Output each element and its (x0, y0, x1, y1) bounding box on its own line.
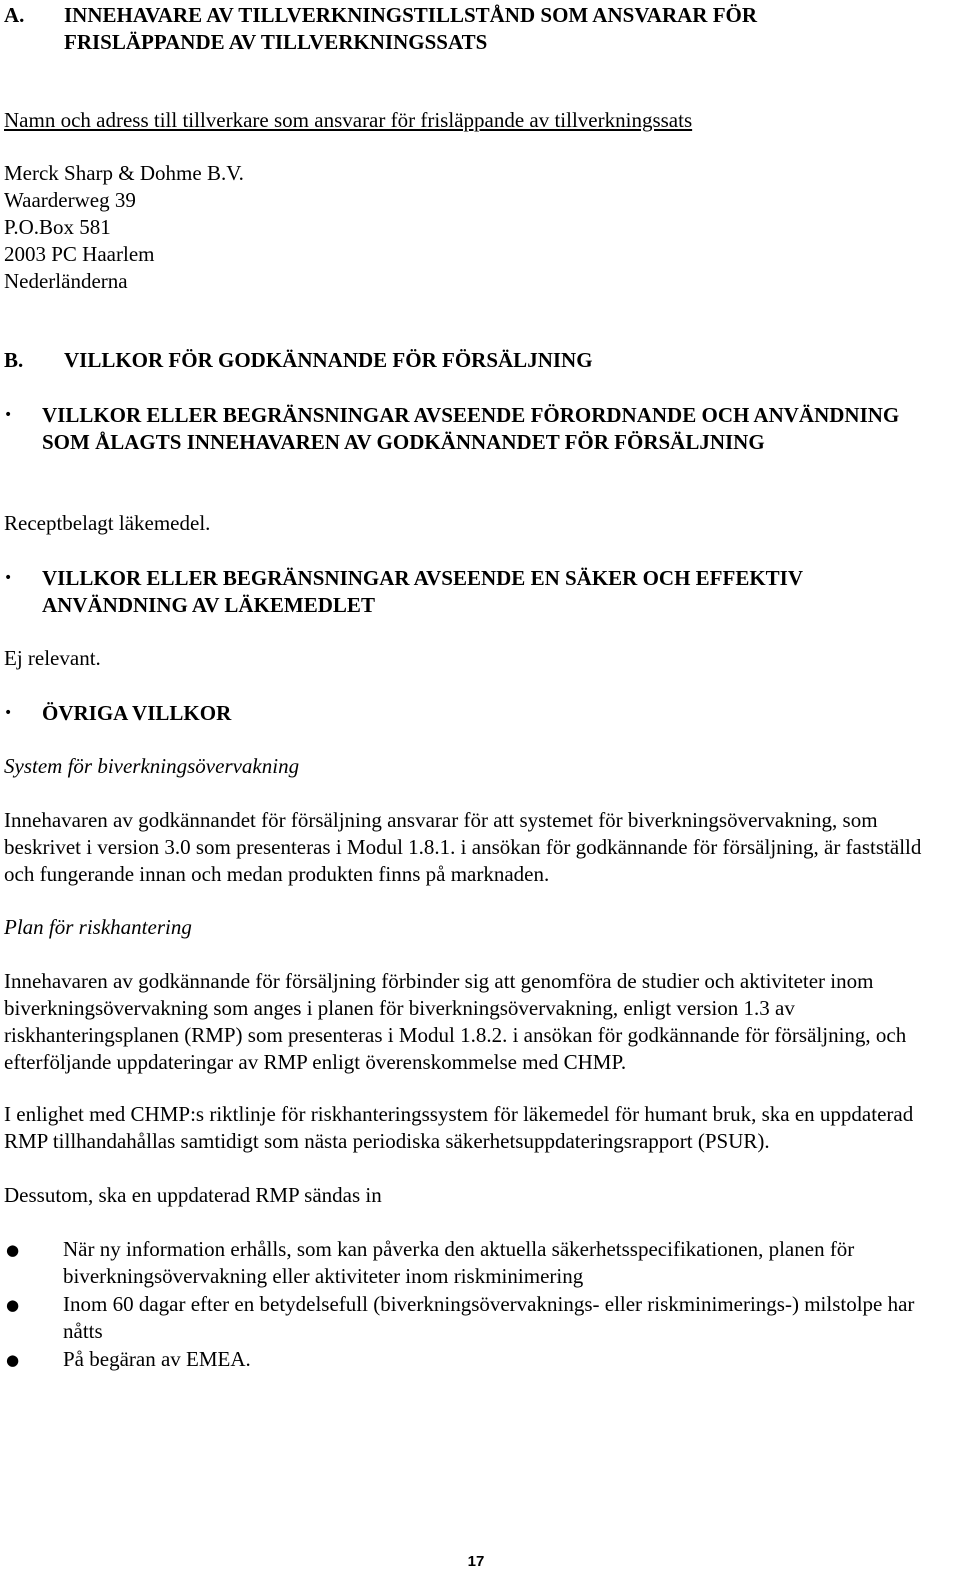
bullet-icon: • (4, 407, 13, 423)
section-b-title: VILLKOR FÖR GODKÄNNANDE FÖR FÖRSÄLJNING (64, 348, 593, 372)
address-line: 2003 PC Haarlem (4, 242, 155, 266)
address-line: Waarderweg 39 (4, 188, 136, 212)
bullet-heading-prescription: VILLKOR ELLER BEGRÄNSNINGAR AVSEENDE FÖRORDNANDE OCH ANVÄNDNING SOM ÅLAGTS INNEHAVAREN AV GODKÄNNANDET FÖR FÖRSÄLJNING (42, 403, 900, 454)
rmp-update-intro: Dessutom, ska en uppdaterad RMP sändas in (4, 1183, 382, 1207)
bullet-icon: ● (6, 1351, 20, 1369)
rmp-list-item: Inom 60 dagar efter en betydelsefull (biverkningsövervaknings- eller riskminimerings-) milstolpe har nåtts (63, 1292, 915, 1343)
address-line: P.O.Box 581 (4, 215, 111, 239)
manufacturer-subheading: Namn och adress till tillverkare som ansvarar för frisläppande av tillverkningssats (4, 108, 693, 132)
bullet-heading-other-conditions: ÖVRIGA VILLKOR (42, 701, 232, 725)
rmp-list-item: På begäran av EMEA. (63, 1347, 251, 1371)
bullet-icon: • (4, 705, 13, 721)
risk-management-text: Innehavaren av godkännande för försäljning förbinder sig att genomföra de studier och aktiviteter inom biverkningsövervakning som anges i planen för biverkningsövervakning, enligt version 1.3 av riskhanteringsplanen (RMP) som presenteras i Modul 1.8.2. i ansökan för godkännande för försäljning, och efterföljande uppdateringar av RMP enligt överenskommelse med CHMP. (4, 969, 907, 1074)
bullet-icon: ● (6, 1241, 20, 1259)
address-line: Nederländerna (4, 269, 128, 293)
safe-use-text: Ej relevant. (4, 646, 101, 670)
address-line: Merck Sharp & Dohme B.V. (4, 161, 244, 185)
pharmacovigilance-text: Innehavaren av godkännandet för försäljning ansvarar för att systemet för biverkningsövervakning, som beskrivet i version 3.0 som presenteras i Modul 1.8.1. i ansökan för godkännande för försäljning, är fastställd och fungerande innan och medan produkten finns på marknaden. (4, 808, 922, 886)
bullet-icon: ● (6, 1296, 20, 1314)
section-a-letter: A. (4, 3, 25, 27)
bullet-heading-safe-use: VILLKOR ELLER BEGRÄNSNINGAR AVSEENDE EN SÄKER OCH EFFEKTIV ANVÄNDNING AV LÄKEMEDLET (42, 566, 803, 617)
section-b-letter: B. (4, 348, 24, 372)
risk-management-title: Plan för riskhantering (4, 915, 192, 939)
pharmacovigilance-title: System för biverkningsövervakning (4, 754, 300, 778)
rmp-guideline-text: I enlighet med CHMP:s riktlinje för riskhanteringssystem för läkemedel för humant bruk, ska en uppdaterad RMP tillhandahållas samtidigt som nästa periodiska säkerhetsuppdateringsrapport (PSUR). (4, 1102, 914, 1153)
bullet-icon: • (4, 570, 13, 586)
section-a-title: INNEHAVARE AV TILLVERKNINGSTILLSTÅND SOM ANSVARAR FÖR FRISLÄPPANDE AV TILLVERKNINGSSATS (64, 3, 758, 54)
prescription-text: Receptbelagt läkemedel. (4, 511, 211, 535)
rmp-list-item: När ny information erhålls, som kan påverka den aktuella säkerhetsspecifikationen, planen för biverkningsövervakning eller aktiviteter inom riskminimering (63, 1237, 855, 1288)
page-number: 17 (467, 1553, 485, 1570)
